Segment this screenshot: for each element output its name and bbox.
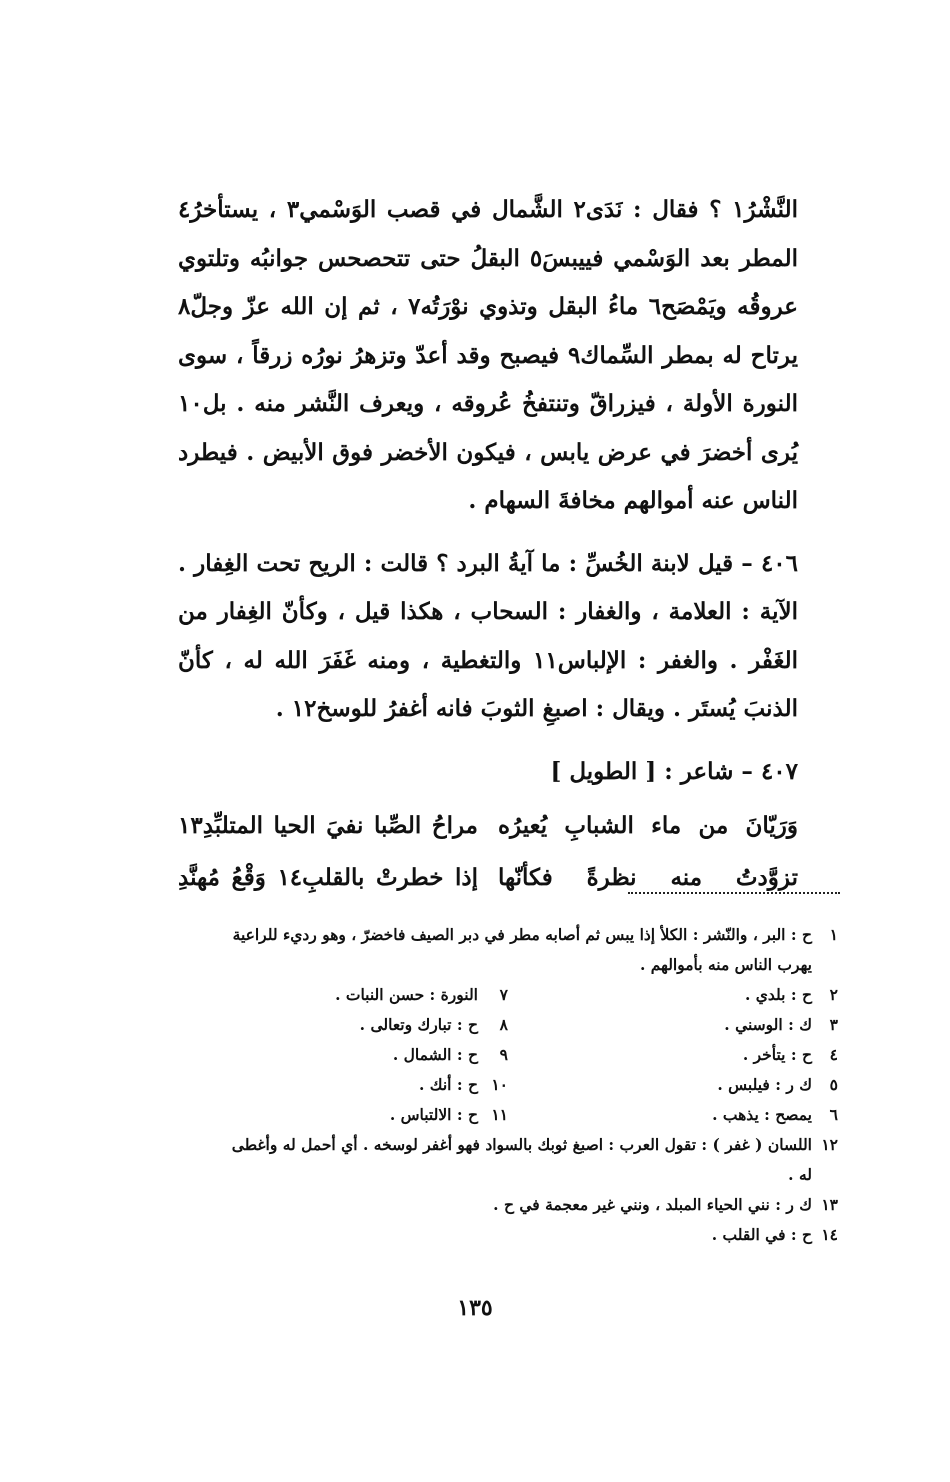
footnote-number: ١٣ (821, 1195, 838, 1214)
footnote-5 (508, 1070, 838, 1100)
verse-1-first-hemistich: وَرَيّانَ من ماء الشبابِ يُعيرُه (498, 812, 798, 839)
paragraph-405-continuation: النَّشْرُ١ ؟ فقال : نَدَى٢ الشَّمال في قصب الوَسْمي٣ ، يستأخرُ٤ المطر بعد الوَسْمي فييبسَ٥ البقلُ حتى تتحصحس جوانبُه وتلتوي عروقُه ويَمْصَح٦ ماءُ البقل وتذوي نوْرَتُه٧ ، ثم إن الله عزّ وجلّ٨ يرتاح له بمطر السِّماك٩ فيصبح وقد أعدّ وتزهرُ نورُه زرقاً ، سوى النورة الأولة ، فيزراقّ وتنتفخُ عُروقه ، ويعرف النَّشر منه . بل١٠ يُرى أخضرَ في عرض يابس ، فيكون الأخضر فوق الأبيض . فيطرد الناس عنه أموالهم مخافةَ السهام . (178, 196, 798, 514)
paragraph-407 (178, 748, 798, 797)
footnote-text: ح : في القلب . (711, 1225, 812, 1244)
footnote-pair-row (178, 1070, 838, 1100)
footnote-text: ك ر : نني الحياء المبلد ، ونني غير معجمة في ح . (493, 1195, 812, 1214)
footnote-text: ح : أنك . (419, 1075, 478, 1094)
footnote-text: ك : الوسني . (724, 1015, 812, 1034)
footnote-text: اللسان ( غفر ) : تقول العرب : اصبغ ثوبك بالسواد فهو أغفر لوسخه . أي أحمل له وأغطى (231, 1135, 812, 1154)
footnote-pair-row (178, 1010, 838, 1040)
paragraph-406 (178, 540, 798, 734)
footnote-1-continuation (178, 950, 838, 980)
entry-407-text: – شاعر : [ الطويل ] (550, 757, 753, 785)
footnote-text: النورة : حسن النبات . (335, 985, 478, 1004)
verse-1 (178, 800, 798, 852)
footnote-11 (178, 1100, 508, 1130)
footnote-14 (178, 1220, 838, 1250)
footnote-pair-row (178, 1100, 838, 1130)
footnote-12 (178, 1130, 838, 1160)
footnote-text: ح : يتأخر . (742, 1045, 812, 1064)
footnote-text: يمصح : يذهب . (712, 1105, 812, 1124)
footnote-text: يهرب الناس منه بأموالهم . (639, 955, 812, 974)
verse-2 (178, 852, 798, 904)
entry-number-407: ٤٠٧ (760, 757, 798, 785)
footnote-pair-row (178, 980, 838, 1010)
footnote-divider (628, 892, 840, 894)
page-number: ١٣٥ (457, 1295, 493, 1321)
footnote-text: ح : تبارك وتعالى . (359, 1015, 478, 1034)
footnote-text: ح : البر ، والنّشر : الكلأ إذا يبس ثم أصابه مطر في دبر الصيف فاخضرّ ، وهو رديء للراعية (232, 925, 812, 944)
footnote-10 (178, 1070, 508, 1100)
entry-number-406: ٤٠٦ (760, 549, 798, 577)
main-text (178, 186, 798, 904)
footnote-number: ٢ (829, 985, 838, 1004)
footnote-12-continuation (178, 1160, 838, 1190)
footnote-number: ١١ (491, 1105, 508, 1124)
footnote-number: ٦ (829, 1105, 838, 1124)
poem (178, 800, 798, 904)
footnote-number: ١٤ (821, 1225, 838, 1244)
verse-1-second-hemistich: مراحُ الصِّبا نفيَ الحيا المتلبِّدِ١٣ (178, 812, 478, 839)
footnote-number: ٤ (829, 1045, 838, 1064)
footnote-1 (178, 920, 838, 950)
footnote-2 (508, 980, 838, 1010)
footnote-6 (508, 1100, 838, 1130)
footnote-8 (178, 1010, 508, 1040)
footnote-text: ك ر : فيلبس . (717, 1075, 812, 1094)
entry-406-text: – قيل لابنة الخُسِّ : ما آيةُ البرد ؟ قالت : الريح تحت الغِفار . الآية : العلامة ، والغفار : السحاب ، هكذا قيل ، وكأنّ الغِفار من الغَفْر . والغفر : الإلباس١١ والتغطية ، ومنه غَفَرَ الله له ، كأنّ الذنبَ يُستَر . ويقال : اصبغِ الثوبَ فانه أغفرُ للوسخ١٢ . (178, 549, 798, 722)
footnote-number: ٩ (499, 1045, 508, 1064)
footnote-text: ح : بلدي . (744, 985, 812, 1004)
footnote-number: ٧ (499, 985, 508, 1004)
verse-2-second-hemistich: إذا خطرتْ بالقلبِ١٤ وَقْعُ مُهنَّدِ (178, 864, 479, 891)
footnote-number: ١ (829, 925, 838, 944)
footnote-4 (508, 1040, 838, 1070)
footnote-text: ح : الالتباس . (389, 1105, 478, 1124)
footnote-9 (178, 1040, 508, 1070)
footnote-text: له . (788, 1165, 812, 1184)
footnote-number: ٨ (499, 1015, 508, 1034)
footnote-pair-row (178, 1040, 838, 1070)
footnote-number: ١٢ (821, 1135, 838, 1154)
verse-2-first-hemistich: تزوَّدتُ منه نظرةً فكأنّها (498, 864, 798, 891)
footnote-3 (508, 1010, 838, 1040)
footnote-13 (178, 1190, 838, 1220)
footnote-number: ٣ (829, 1015, 838, 1034)
footnote-number: ٥ (829, 1075, 838, 1094)
footnote-7 (178, 980, 508, 1010)
footnote-text: ح : الشمال . (392, 1045, 478, 1064)
footnote-number: ١٠ (491, 1075, 508, 1094)
footnotes (178, 920, 838, 1250)
